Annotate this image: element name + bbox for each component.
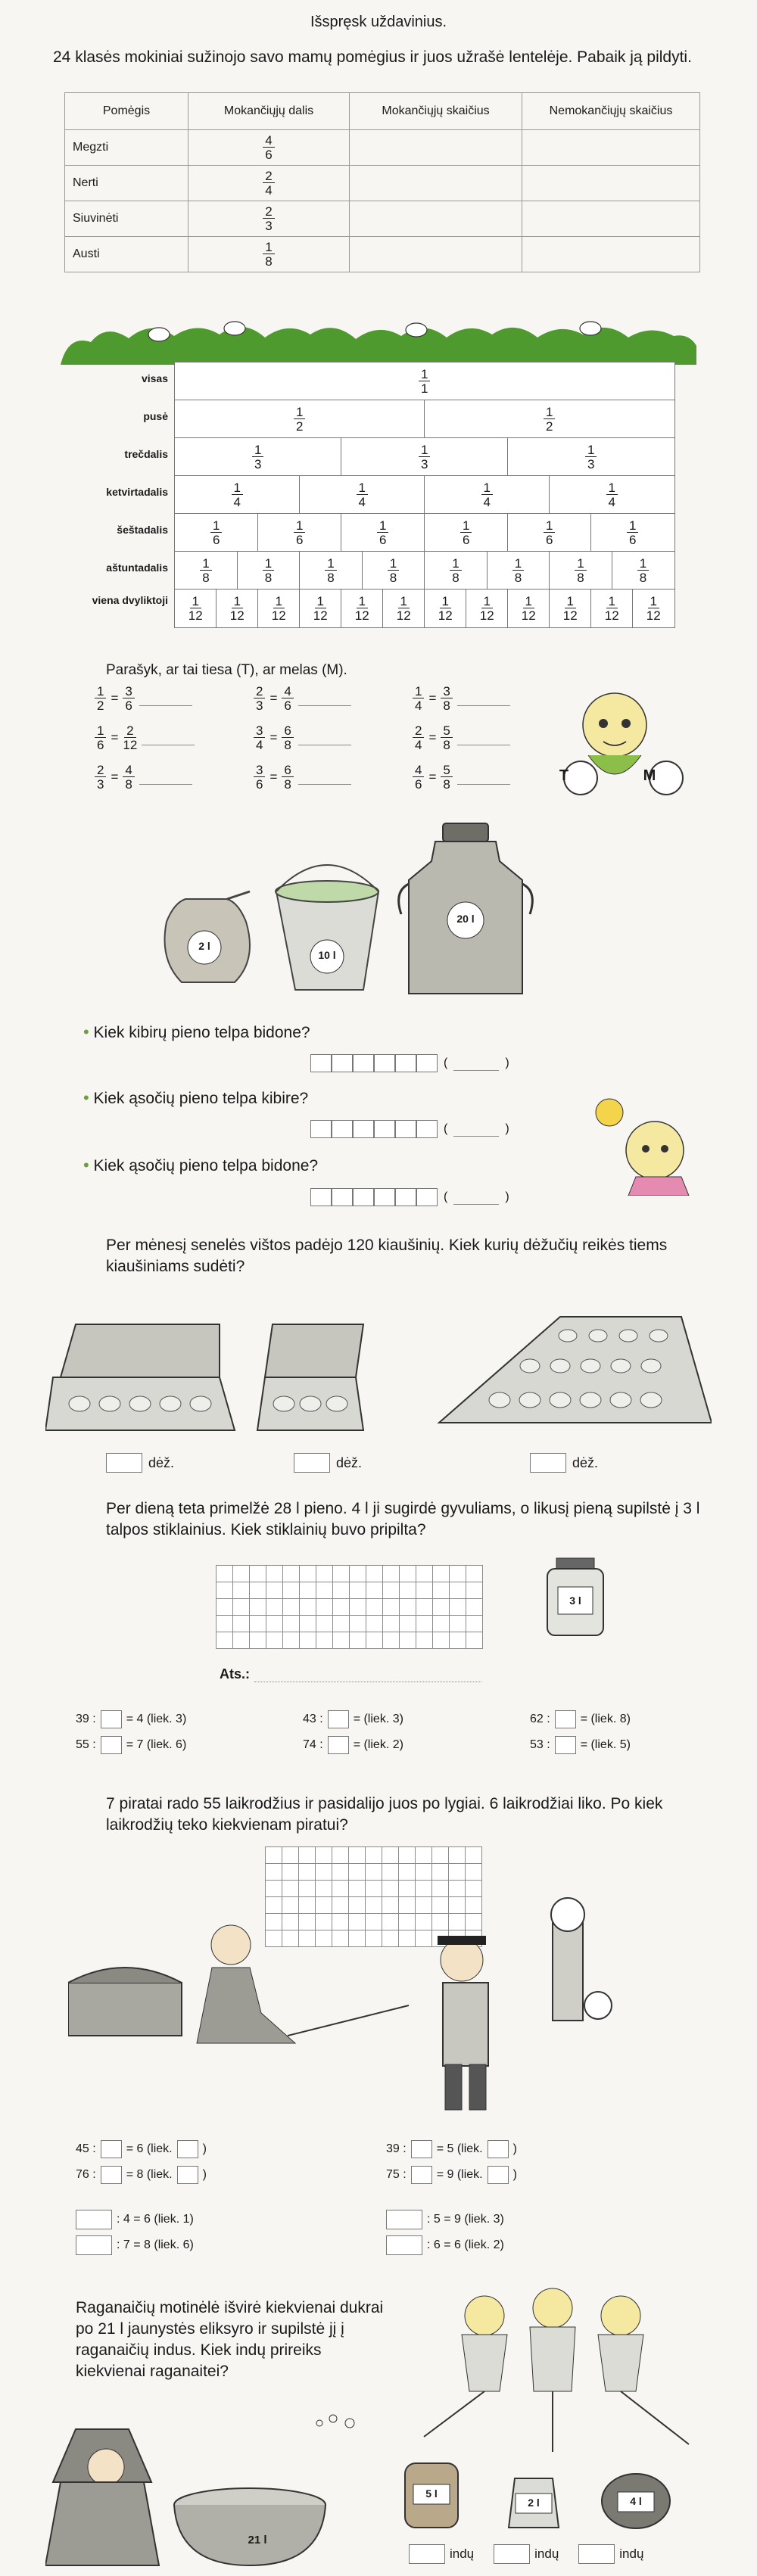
fraction-piece <box>424 475 550 515</box>
fraction: $\frac{1}{6}$ <box>294 519 305 546</box>
answer-box[interactable] <box>488 2140 509 2158</box>
answer-blank[interactable] <box>457 770 510 785</box>
thinking-child-icon <box>590 1090 704 1196</box>
fraction-piece <box>216 589 259 628</box>
fraction: $\frac{1}{12}$ <box>313 593 328 623</box>
fraction: $\frac{1}{12}$ <box>229 593 245 623</box>
fraction-piece <box>174 437 342 477</box>
question-3: • Kiek ąsočių pieno telpa bidone? <box>83 1156 319 1174</box>
fraction-row-label: aštuntadalis <box>106 562 168 574</box>
fraction: $\frac{1}{12}$ <box>479 593 494 623</box>
fraction: $\frac{1}{12}$ <box>354 593 369 623</box>
fraction: $\frac{1}{3}$ <box>252 443 263 471</box>
fraction: $\frac{2}{4}$ <box>263 170 274 197</box>
answer-cell[interactable] <box>522 201 700 237</box>
division-equation: 74 : = (liek. 2) <box>303 1736 403 1754</box>
division-set-2 <box>76 2140 681 2193</box>
fraction-comparison: $\frac{3}{4}$ = $\frac{6}{8}$ <box>254 724 351 751</box>
answer-box[interactable] <box>555 1710 576 1728</box>
hobby-name: Austi <box>65 237 188 272</box>
fraction: $\frac{1}{4}$ <box>481 481 493 509</box>
answer-box[interactable] <box>101 1710 122 1728</box>
fraction-comparison: $\frac{3}{6}$ = $\frac{6}{8}$ <box>254 764 351 791</box>
answer-cell[interactable] <box>522 166 700 201</box>
jug-volume: 2 l <box>198 940 210 952</box>
fraction-piece <box>424 551 488 590</box>
answer-box[interactable] <box>488 2166 509 2184</box>
fraction: $\frac{5}{8}$ <box>441 764 452 791</box>
fraction-piece <box>590 513 675 552</box>
fraction-piece <box>549 475 675 515</box>
fraction: $\frac{1}{12}$ <box>604 593 619 623</box>
fraction: $\frac{1}{3}$ <box>419 443 430 471</box>
col-header: Nemokančiųjų skaičius <box>522 93 700 130</box>
fraction-piece <box>341 513 425 552</box>
task6-intro: 7 piratai rado 55 laikrodžius ir pasidalijo juos po lygiai. 6 laikrodžiai liko. Po kiek laikrodžių teko kiekvienam piratui? <box>106 1795 663 1834</box>
answer-box[interactable] <box>177 2140 198 2158</box>
fraction-piece <box>382 589 425 628</box>
vessel-volume: 4 l <box>630 2495 642 2507</box>
true-false-grid <box>95 685 519 806</box>
fraction: $\frac{4}{8}$ <box>123 764 134 791</box>
fraction: $\frac{4}{6}$ <box>282 685 293 712</box>
task5-intro: Per dieną teta primelžė 28 l pieno. 4 l ji sugirdė gyvuliams, o likusį pieną supilstė į 3 l talpos stiklainius. Kiek stiklainių buvo pripilta? <box>106 1500 700 1538</box>
col-header: Pomėgis <box>65 93 188 130</box>
fraction: $\frac{4}{6}$ <box>263 134 274 161</box>
answer-blank[interactable] <box>142 731 195 745</box>
witch-cauldron-icon <box>45 2414 409 2569</box>
fraction: $\frac{1}{3}$ <box>585 443 597 471</box>
fraction: $\frac{1}{8}$ <box>637 557 649 584</box>
fraction: $\frac{2}{4}$ <box>413 724 424 751</box>
fraction: $\frac{1}{12}$ <box>271 593 286 623</box>
carton-answer-3[interactable]: dėž. <box>530 1453 598 1473</box>
answer-cell[interactable] <box>350 201 522 237</box>
division-set-1 <box>76 1710 696 1763</box>
fraction-piece <box>424 589 467 628</box>
fraction: $\frac{1}{8}$ <box>575 557 586 584</box>
carton-answer-2[interactable]: dėž. <box>294 1453 362 1473</box>
fraction-row-label: ketvirtadalis <box>106 486 168 498</box>
fraction-piece <box>466 589 509 628</box>
division-equation: 75 : = 9 (liek. ) <box>386 2166 517 2184</box>
fraction-piece <box>299 589 342 628</box>
fraction: $\frac{1}{12}$ <box>562 593 578 623</box>
fraction: $\frac{1}{6}$ <box>460 519 472 546</box>
fraction: $\frac{1}{8}$ <box>200 557 211 584</box>
fraction-piece <box>612 551 675 590</box>
fraction: $\frac{1}{2}$ <box>95 685 106 712</box>
fraction: $\frac{1}{8}$ <box>263 241 274 268</box>
division-equation: 43 : = (liek. 3) <box>303 1710 403 1728</box>
division-equation: 45 : = 6 (liek. ) <box>76 2140 207 2158</box>
true-badge: T <box>559 767 569 784</box>
fraction: $\frac{1}{2}$ <box>544 406 555 433</box>
vessel-answer[interactable]: indų <box>578 2544 643 2564</box>
fraction-piece <box>174 589 217 628</box>
col-header: Mokančiųjų dalis <box>188 93 350 130</box>
answer-blank[interactable] <box>298 731 351 745</box>
answer-cell[interactable] <box>350 237 522 272</box>
fraction-comparison: $\frac{4}{6}$ = $\frac{5}{8}$ <box>413 764 510 791</box>
fraction-piece <box>237 551 301 590</box>
fraction-piece <box>174 400 425 439</box>
vessel-volume: 5 l <box>425 2487 438 2500</box>
answer-box[interactable] <box>386 2235 422 2255</box>
fraction: $\frac{1}{4}$ <box>606 481 618 509</box>
answer-box[interactable] <box>555 1736 576 1754</box>
question-1: • Kiek kibirų pieno telpa bidone? <box>83 1022 310 1041</box>
fraction-piece <box>174 551 238 590</box>
table-row <box>65 201 700 237</box>
fraction-piece <box>174 475 301 515</box>
fraction-piece <box>549 551 612 590</box>
fraction-piece <box>507 589 550 628</box>
vessel-answer[interactable]: indų <box>409 2544 474 2564</box>
fraction-comparison: $\frac{1}{2}$ = $\frac{3}{6}$ <box>95 685 192 712</box>
fraction: $\frac{1}{4}$ <box>232 481 243 509</box>
answer-cell[interactable] <box>350 166 522 201</box>
carton-answer-1[interactable]: dėž. <box>106 1453 174 1473</box>
division-equation: 53 : = (liek. 5) <box>530 1736 631 1754</box>
task4-intro: Per mėnesį senelės vištos padėjo 120 kiaušinių. Kiek kurių dėžučių reikės tiems kiaušiniams sudėti? <box>106 1237 668 1275</box>
fraction: $\frac{1}{1}$ <box>419 368 430 395</box>
bucket-volume: 10 l <box>318 949 336 961</box>
fraction: $\frac{1}{12}$ <box>438 593 453 623</box>
fraction-comparison: $\frac{1}{6}$ = $\frac{2}{12}$ <box>95 724 195 751</box>
answer-box[interactable] <box>101 2166 122 2184</box>
table-row <box>65 130 700 166</box>
answer-cell[interactable] <box>522 237 700 272</box>
fraction-piece <box>257 513 342 552</box>
fraction: $\frac{2}{3}$ <box>254 685 265 712</box>
fraction: $\frac{2}{3}$ <box>95 764 106 791</box>
answer-cell[interactable] <box>350 130 522 166</box>
fraction-piece <box>299 551 363 590</box>
fraction: $\frac{1}{8}$ <box>450 557 461 584</box>
fraction: $\frac{1}{8}$ <box>388 557 399 584</box>
fraction: $\frac{3}{6}$ <box>123 685 134 712</box>
three-witches-icon <box>394 2285 712 2459</box>
answer-box[interactable] <box>177 2166 198 2184</box>
page-title: Išspręsk uždavinius. <box>310 14 447 30</box>
fraction-row-label: pusė <box>143 410 168 422</box>
fraction-piece <box>549 589 592 628</box>
table-row <box>65 237 700 272</box>
answer-box[interactable] <box>76 2210 112 2229</box>
fraction: $\frac{1}{12}$ <box>396 593 411 623</box>
fraction-comparison: $\frac{2}{4}$ = $\frac{5}{8}$ <box>413 724 510 751</box>
answer-box[interactable] <box>328 1736 349 1754</box>
milk-containers-icon <box>144 808 598 997</box>
fraction: $\frac{1}{12}$ <box>521 593 536 623</box>
fraction-piece <box>507 513 592 552</box>
fraction: $\frac{1}{8}$ <box>325 557 336 584</box>
table-row <box>65 166 700 201</box>
fraction: $\frac{1}{12}$ <box>646 593 661 623</box>
fraction: $\frac{1}{8}$ <box>512 557 524 584</box>
answer-box[interactable] <box>101 1736 122 1754</box>
fraction-piece <box>174 362 675 401</box>
answer-blank[interactable] <box>457 692 510 706</box>
fraction-piece <box>341 437 509 477</box>
answer-blank[interactable] <box>139 692 192 706</box>
child-holding-letters-icon <box>547 680 698 816</box>
question-2: • Kiek ąsočių pieno telpa kibire? <box>83 1088 309 1107</box>
division-equation: 76 : = 8 (liek. ) <box>76 2166 207 2184</box>
task1-intro: 24 klasės mokiniai sužinojo savo mamų pomėgius ir juos užrašė lentelėje. Pabaik ją pildyti. <box>53 48 692 66</box>
fraction-piece <box>299 475 425 515</box>
fraction-comparison: $\frac{2}{3}$ = $\frac{4}{8}$ <box>95 764 192 791</box>
fraction-row-label: šeštadalis <box>117 524 168 536</box>
fraction: $\frac{3}{8}$ <box>441 685 452 712</box>
answer-box[interactable] <box>411 2140 432 2158</box>
division-equation: : 4 = 6 (liek. 1) <box>76 2210 194 2229</box>
answer-box[interactable] <box>76 2235 112 2255</box>
false-badge: M <box>643 767 656 784</box>
fraction: $\frac{1}{6}$ <box>377 519 388 546</box>
answer-cell[interactable] <box>522 130 700 166</box>
division-equation: : 5 = 9 (liek. 3) <box>386 2210 504 2229</box>
fraction: $\frac{1}{8}$ <box>263 557 274 584</box>
fraction-row-label: viena dvyliktoji <box>92 594 168 606</box>
answer-blank[interactable] <box>298 692 351 706</box>
vessel-answer[interactable]: indų <box>494 2544 559 2564</box>
hobby-name: Nerti <box>65 166 188 201</box>
answer-blank[interactable] <box>139 770 192 785</box>
fraction: $\frac{1}{2}$ <box>294 406 305 433</box>
answer-box[interactable] <box>386 2210 422 2229</box>
jar-volume: 3 l <box>569 1594 581 1607</box>
fraction: $\frac{2}{12}$ <box>123 723 138 752</box>
answer-3[interactable]: ( ) <box>310 1188 509 1206</box>
fraction: $\frac{6}{8}$ <box>282 724 293 751</box>
answer-2[interactable]: ( ) <box>310 1120 509 1138</box>
fraction: $\frac{1}{6}$ <box>627 519 638 546</box>
fraction-piece <box>362 551 425 590</box>
fraction: $\frac{2}{3}$ <box>263 205 274 232</box>
answer-line[interactable]: Ats.: <box>220 1666 481 1682</box>
solution-grid[interactable] <box>216 1565 483 1649</box>
can-volume: 20 l <box>456 913 475 925</box>
vessel-answers <box>409 2544 643 2564</box>
division-equation: : 6 = 6 (liek. 2) <box>386 2235 504 2255</box>
fraction-piece <box>590 589 634 628</box>
fraction: $\frac{1}{6}$ <box>95 724 106 751</box>
division-equation: 55 : = 7 (liek. 6) <box>76 1736 186 1754</box>
fraction: $\frac{1}{12}$ <box>188 593 203 623</box>
fraction-piece <box>632 589 675 628</box>
fraction: $\frac{1}{4}$ <box>357 481 368 509</box>
fraction-piece <box>487 551 550 590</box>
hobby-table <box>64 92 700 272</box>
division-equation: 39 : = 4 (liek. 3) <box>76 1710 186 1728</box>
fraction-piece <box>424 400 675 439</box>
grass-banner-icon <box>61 312 696 365</box>
fraction: $\frac{3}{4}$ <box>254 724 265 751</box>
fraction: $\frac{3}{6}$ <box>254 764 265 791</box>
fraction: $\frac{5}{8}$ <box>441 724 452 751</box>
fraction-wall <box>68 362 689 628</box>
fraction: $\frac{6}{8}$ <box>282 764 293 791</box>
egg-cartons-icon <box>45 1294 712 1438</box>
pirates-scene-icon <box>68 1892 643 2126</box>
fraction-piece <box>257 589 301 628</box>
col-header: Mokančiųjų skaičius <box>350 93 522 130</box>
task2-intro: Parašyk, ar tai tiesa (T), ar melas (M). <box>106 662 347 678</box>
answer-box[interactable] <box>101 2140 122 2158</box>
fraction-piece <box>174 513 259 552</box>
fraction-comparison: $\frac{1}{4}$ = $\frac{3}{8}$ <box>413 685 510 712</box>
answer-1[interactable]: ( ) <box>310 1054 509 1072</box>
cauldron-volume: 21 l <box>248 2534 267 2546</box>
fraction-row-label: visas <box>141 372 168 384</box>
fraction-piece <box>507 437 675 477</box>
hobby-name: Siuvinėti <box>65 201 188 237</box>
fraction: $\frac{1}{6}$ <box>210 519 222 546</box>
answer-blank[interactable] <box>457 731 510 745</box>
fraction: $\frac{1}{4}$ <box>413 685 424 712</box>
answer-box[interactable] <box>328 1710 349 1728</box>
division-equation: 62 : = (liek. 8) <box>530 1710 631 1728</box>
hobby-name: Megzti <box>65 130 188 166</box>
answer-blank[interactable] <box>298 770 351 785</box>
fraction-piece <box>424 513 509 552</box>
fraction-comparison: $\frac{2}{3}$ = $\frac{4}{6}$ <box>254 685 351 712</box>
division-equation: 39 : = 5 (liek. ) <box>386 2140 517 2158</box>
fraction: $\frac{4}{6}$ <box>413 764 424 791</box>
division-set-3 <box>76 2210 681 2263</box>
fraction-piece <box>341 589 384 628</box>
division-equation: : 7 = 8 (liek. 6) <box>76 2235 194 2255</box>
answer-box[interactable] <box>411 2166 432 2184</box>
fraction-row-label: trečdalis <box>124 448 168 460</box>
vessel-volume: 2 l <box>528 2497 540 2509</box>
task7-intro: Raganaičių motinėlė išvirė kiekvienai dukrai po 21 l jaunystės eliksyro ir supilstė jį į raganaičių indus. Kiek indų prireiks kiekvienai raganaitei? <box>76 2299 384 2380</box>
fraction: $\frac{1}{6}$ <box>544 519 555 546</box>
